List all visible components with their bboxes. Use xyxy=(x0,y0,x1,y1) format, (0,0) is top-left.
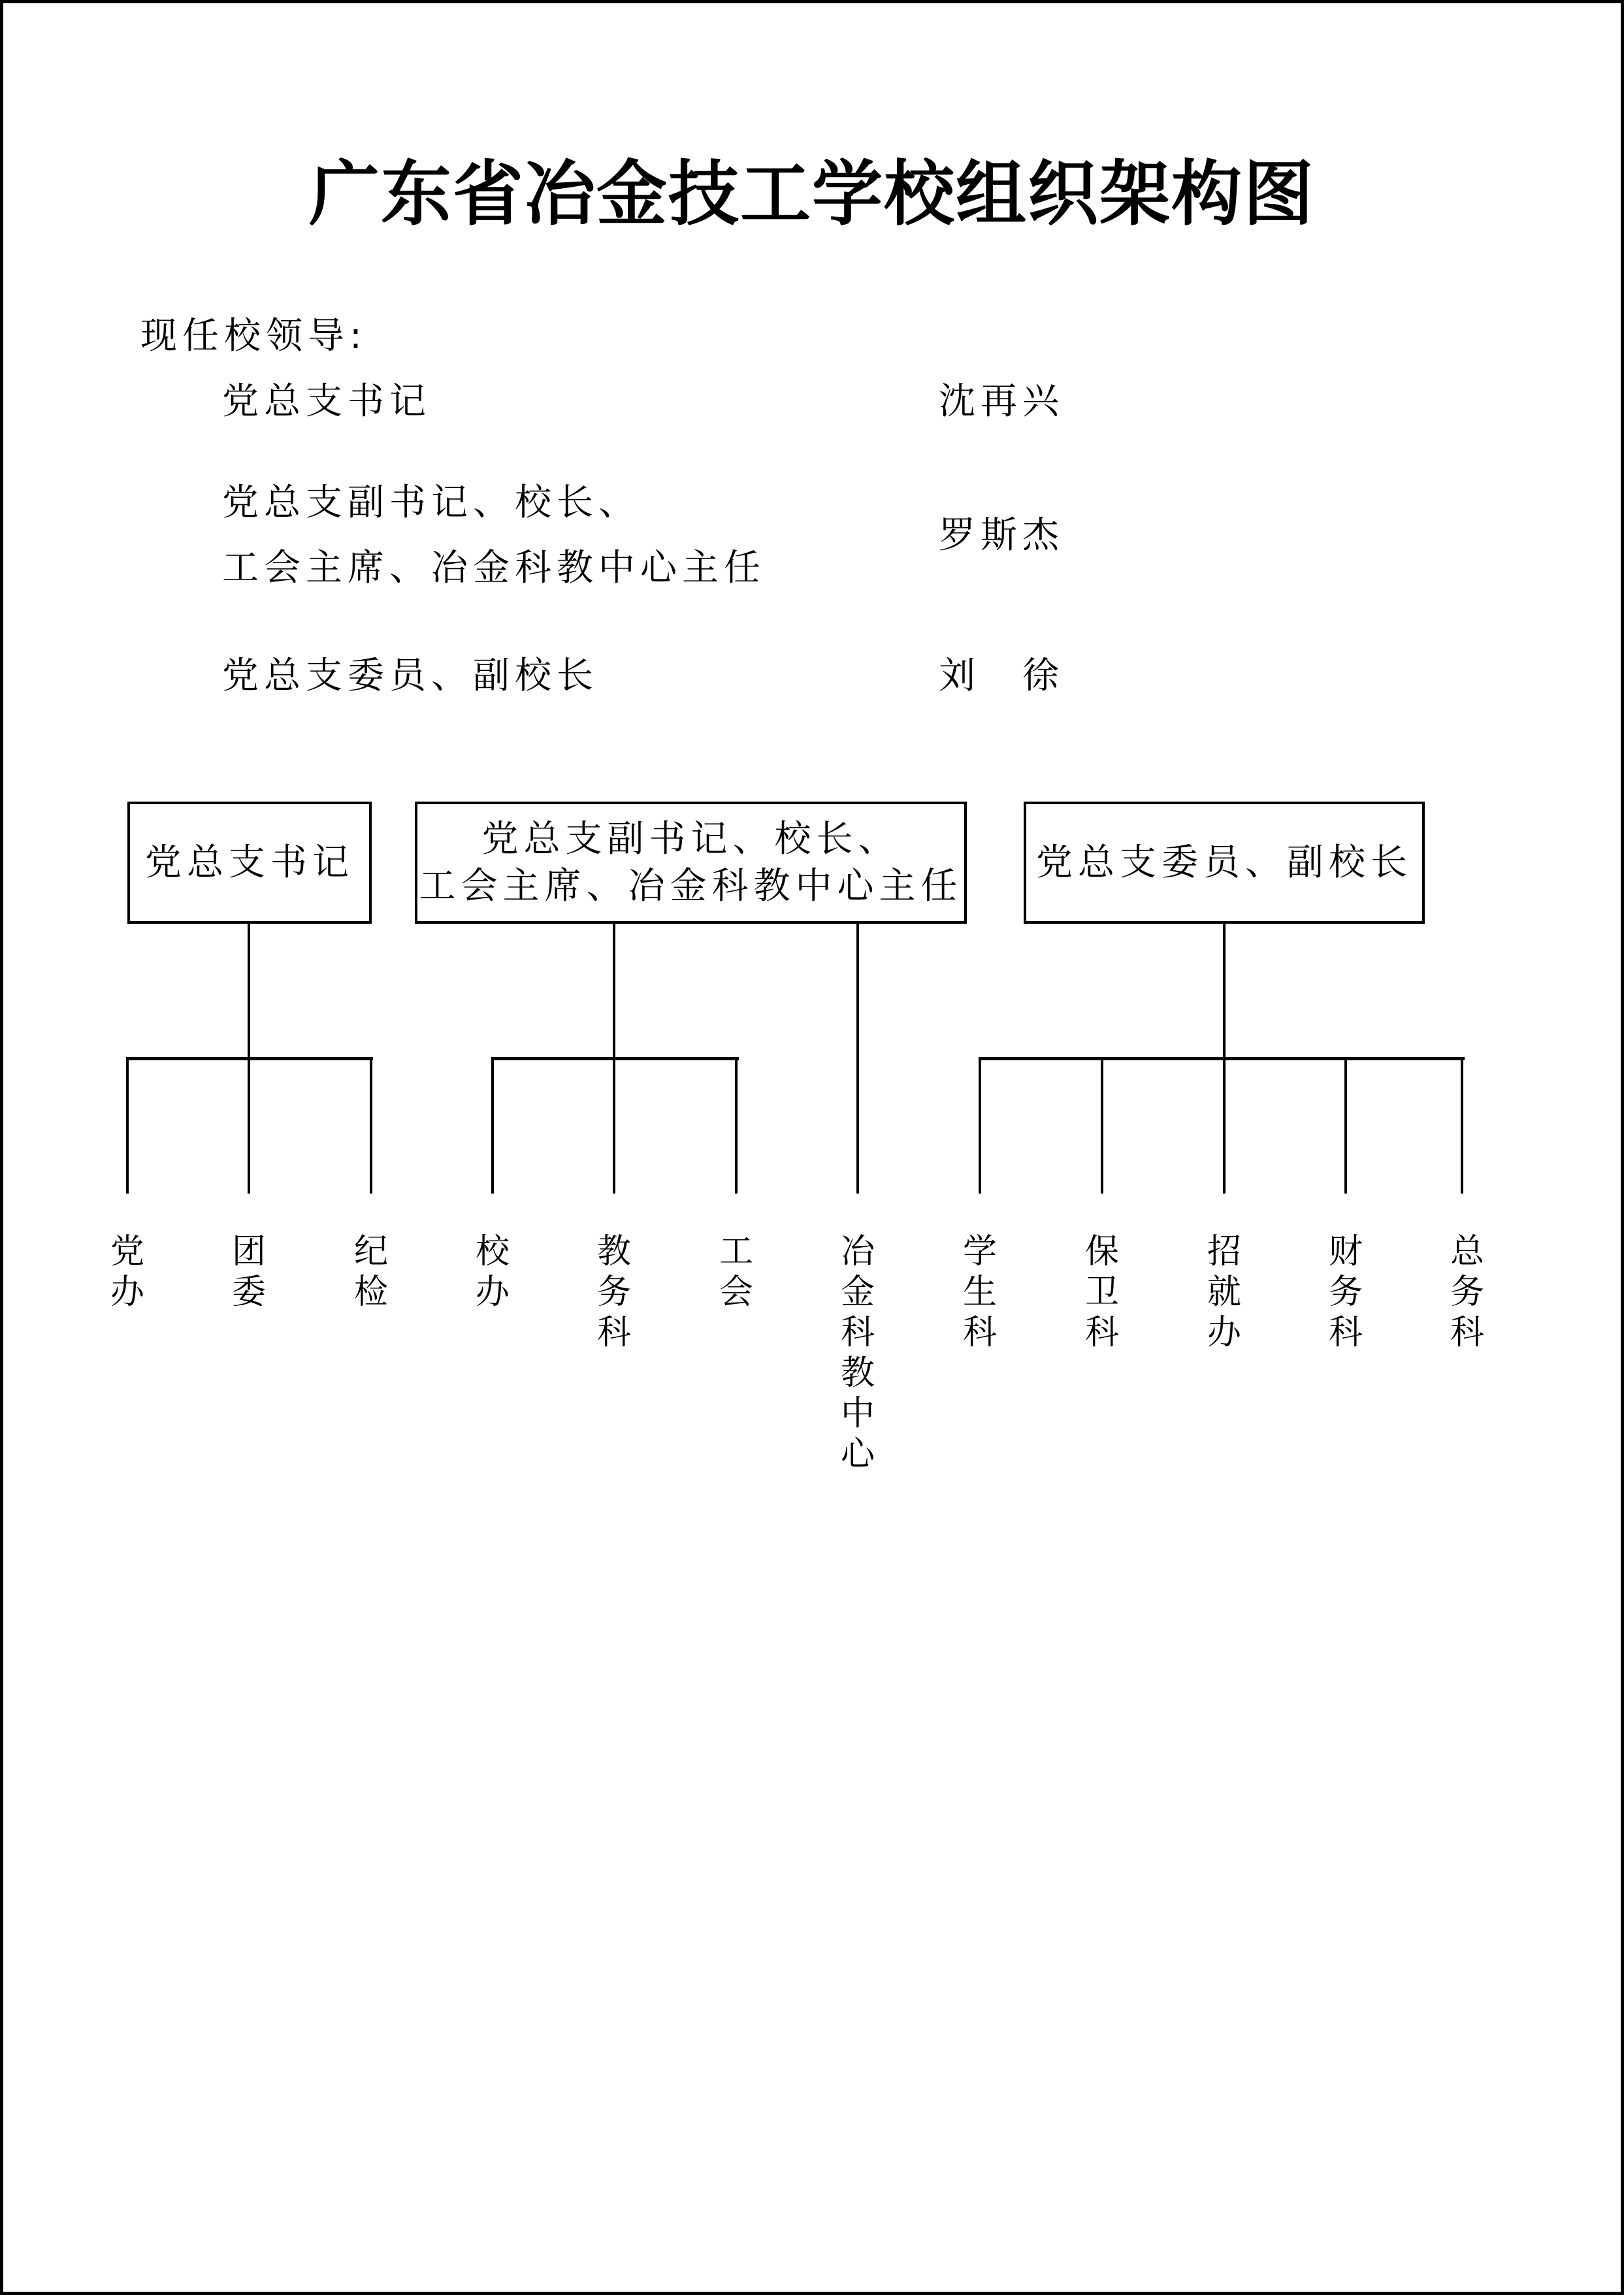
leader-name: 罗斯杰 xyxy=(939,514,1064,557)
dept-labor-union: 工 会 xyxy=(719,1232,753,1312)
org-box-vice-principal xyxy=(1024,802,1425,924)
connector-line xyxy=(1223,1058,1226,1194)
dept-general-affairs: 总 务 科 xyxy=(1450,1232,1484,1352)
dept-metallurgy-center: 冶 金 科 教 中 心 xyxy=(840,1232,875,1474)
dept-youth-league: 团 委 xyxy=(231,1232,266,1312)
page-title: 广东省冶金技工学校组织架构图 xyxy=(308,153,1315,235)
connector-line xyxy=(613,1058,615,1194)
leader-position: 党总支副书记、校长、 xyxy=(222,481,640,524)
leader-name: 刘 徐 xyxy=(939,655,1064,697)
org-box-label: 党总支委员、副校长 xyxy=(1036,841,1412,884)
leader-position: 党总支书记 xyxy=(222,380,431,423)
org-box-label: 党总支副书记、校长、 xyxy=(481,817,900,860)
leader-position: 党总支委员、副校长 xyxy=(222,655,598,697)
dept-admissions: 招 就 办 xyxy=(1207,1232,1241,1352)
leader-name: 沈再兴 xyxy=(939,380,1064,423)
connector-line xyxy=(491,1058,494,1194)
org-box-principal xyxy=(415,802,967,924)
connector-line xyxy=(1101,1058,1103,1194)
org-box-label: 党总支书记 xyxy=(145,841,354,884)
leader-position: 工会主席、冶金科教中心主任 xyxy=(222,547,766,589)
dept-finance: 财 务 科 xyxy=(1328,1232,1363,1352)
dept-security: 保 卫 科 xyxy=(1084,1232,1119,1352)
dept-academic-affairs: 教 务 科 xyxy=(596,1232,631,1352)
connector-line xyxy=(613,922,615,1060)
org-box-label: 工会主席、冶金科教中心主任 xyxy=(419,864,963,907)
dept-discipline: 纪 检 xyxy=(353,1232,388,1312)
connector-line xyxy=(126,1058,129,1194)
connector-line xyxy=(979,1058,981,1194)
connector-line xyxy=(248,922,250,1060)
connector-bar xyxy=(979,1057,1465,1060)
dept-school-office: 校 办 xyxy=(475,1232,510,1312)
connector-line xyxy=(1344,1058,1347,1194)
dept-student-affairs: 学 生 科 xyxy=(962,1232,997,1352)
connector-line xyxy=(856,922,859,1194)
org-box-party-secretary xyxy=(127,802,372,924)
connector-line xyxy=(735,1058,738,1194)
connector-line xyxy=(248,1058,250,1194)
connector-line xyxy=(1461,1058,1463,1194)
dept-party-office: 党 办 xyxy=(110,1232,144,1312)
leaders-heading: 现任校领导: xyxy=(140,315,367,357)
connector-line xyxy=(1223,922,1226,1060)
connector-line xyxy=(370,1058,372,1194)
